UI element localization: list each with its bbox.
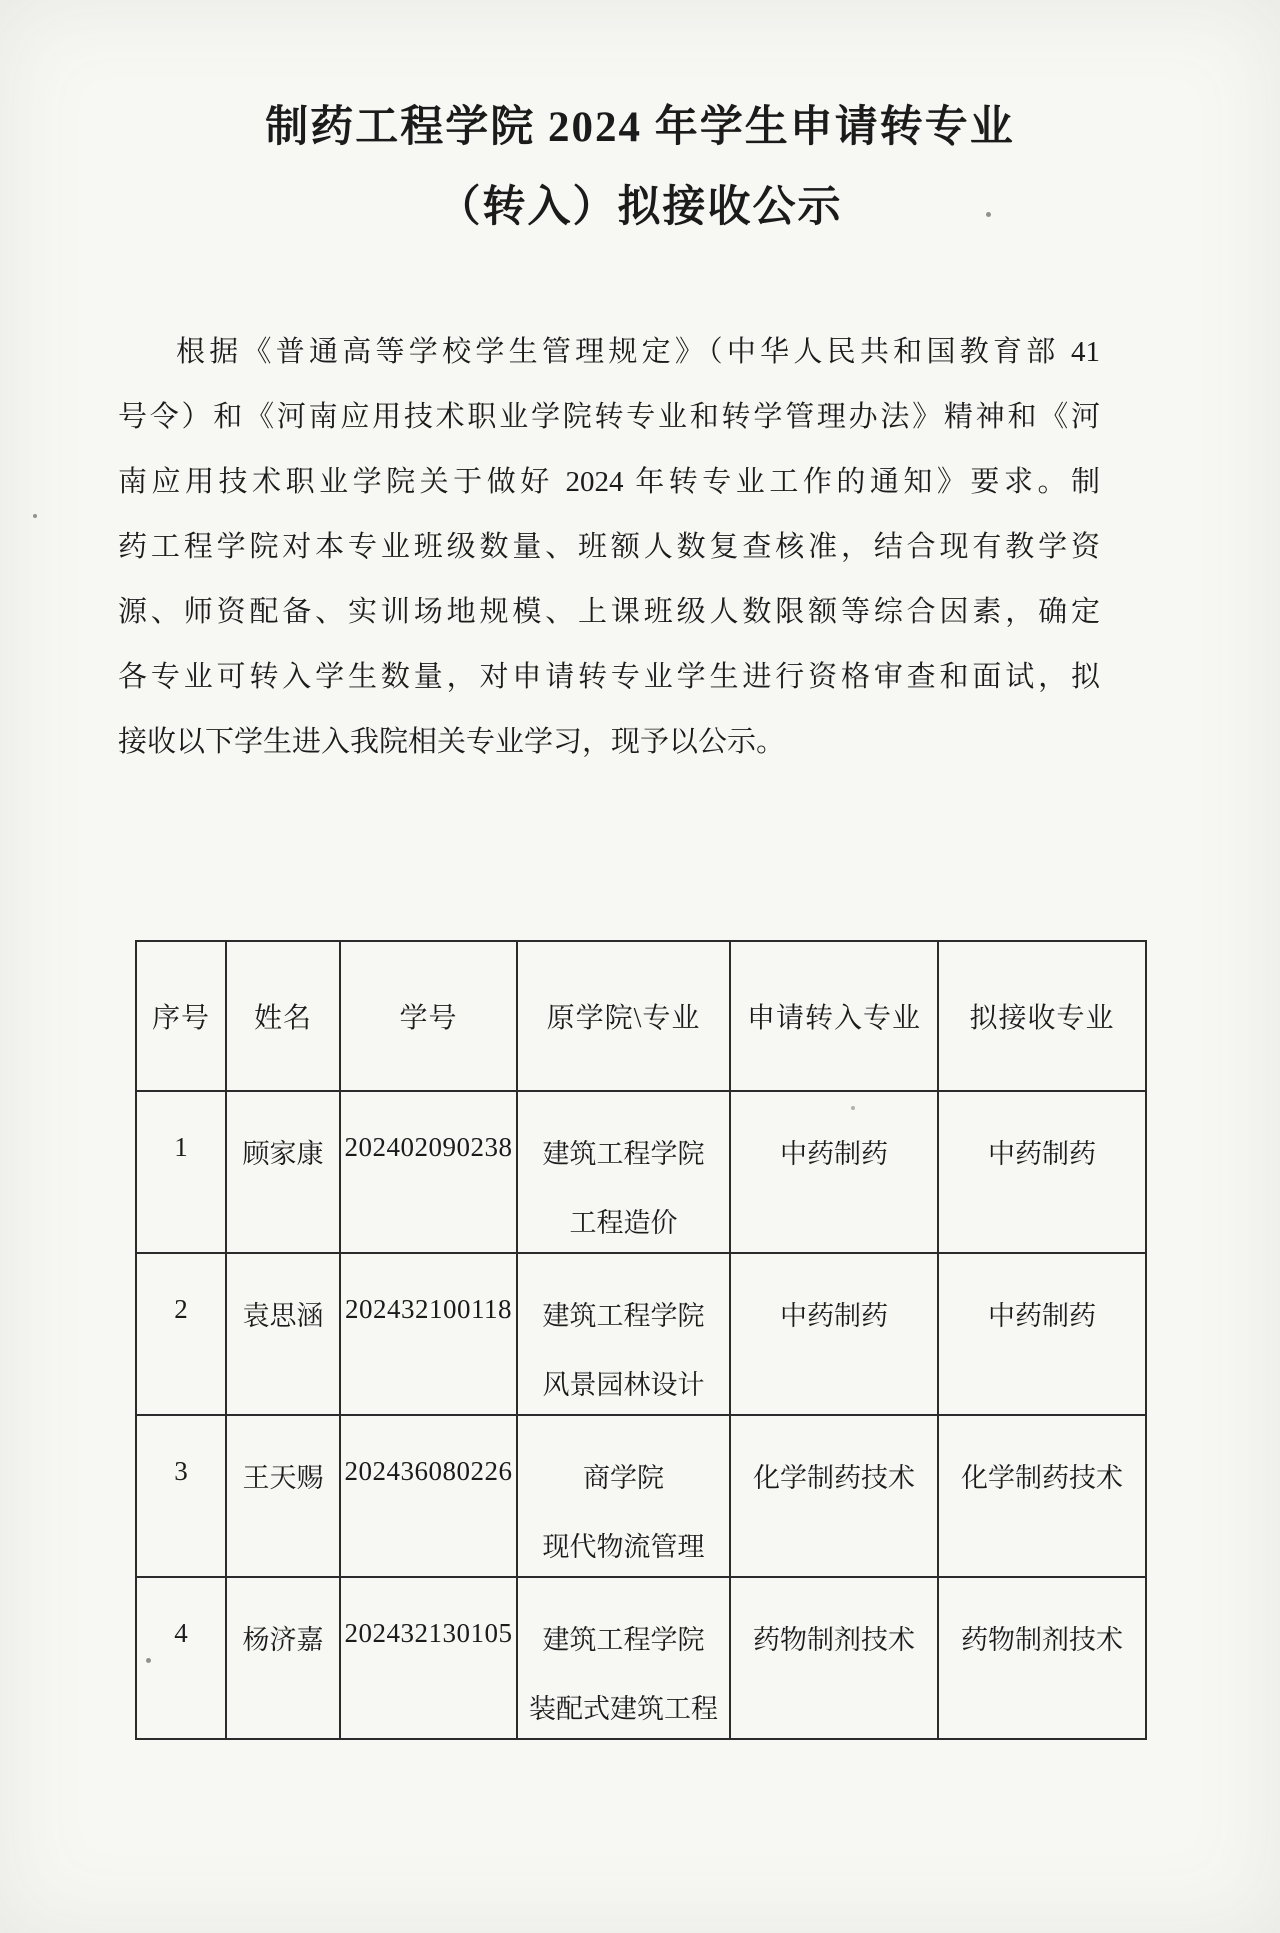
origin-major: 风景园林设计 <box>542 1370 705 1400</box>
origin-college: 建筑工程学院 <box>542 1625 705 1655</box>
title-line-2: （转入）拟接收公示 <box>437 184 843 231</box>
row-number-cell: 4 <box>136 1577 226 1739</box>
origin-college-major-cell <box>517 1415 730 1577</box>
origin-college: 建筑工程学院 <box>542 1139 705 1169</box>
student-name-cell: 顾家康 <box>226 1091 340 1253</box>
row-number-cell: 1 <box>136 1091 226 1253</box>
title-line-1: 制药工程学院 2024 年学生申请转专业 <box>265 104 1015 151</box>
header-student-id: 学号 <box>340 941 517 1091</box>
origin-major: 工程造价 <box>569 1208 678 1238</box>
scan-artifact-dot <box>146 1658 151 1663</box>
apply-major-cell: 中药制药 <box>730 1253 938 1415</box>
body-line: 号令）和《河南应用技术职业学院转专业和转学管理办法》精神和《河 <box>118 401 1100 433</box>
table-row <box>136 1091 1146 1253</box>
body-line: 药工程学院对本专业班级数量、班额人数复查核准，结合现有教学资 <box>118 531 1100 563</box>
origin-college: 商学院 <box>583 1463 664 1493</box>
header-no: 序号 <box>136 941 226 1091</box>
apply-major-cell: 中药制药 <box>730 1091 938 1253</box>
body-line: 南应用技术职业学院关于做好 2024 年转专业工作的通知》要求。制 <box>118 466 1100 498</box>
body-line: 各专业可转入学生数量，对申请转专业学生进行资格审查和面试，拟 <box>118 661 1100 693</box>
student-name-cell: 王天赐 <box>226 1415 340 1577</box>
accept-major-cell: 化学制药技术 <box>938 1415 1146 1577</box>
body-line: 接收以下学生进入我院相关专业学习，现予以公示。 <box>118 726 786 758</box>
student-id-cell: 202402090238 <box>340 1091 517 1253</box>
origin-major: 装配式建筑工程 <box>529 1694 718 1724</box>
table-row <box>136 1415 1146 1577</box>
header-name: 姓名 <box>226 941 340 1091</box>
student-id-cell: 202432100118 <box>340 1253 517 1415</box>
student-name-cell: 杨济嘉 <box>226 1577 340 1739</box>
origin-college-major-cell <box>517 1253 730 1415</box>
accept-major-cell: 药物制剂技术 <box>938 1577 1146 1739</box>
body-line: 源、师资配备、实训场地规模、上课班级人数限额等综合因素，确定 <box>118 596 1100 628</box>
scan-artifact-dot <box>986 212 991 217</box>
origin-college: 建筑工程学院 <box>542 1301 705 1331</box>
body-line: 根据《普通高等学校学生管理规定》（中华人民共和国教育部 41 <box>176 336 1100 368</box>
row-number-cell: 2 <box>136 1253 226 1415</box>
header-accept-major: 拟接收专业 <box>938 941 1146 1091</box>
table-header <box>136 941 1146 1091</box>
table-row <box>136 1253 1146 1415</box>
header-apply-major: 申请转入专业 <box>730 941 938 1091</box>
origin-college-major-cell <box>517 1577 730 1739</box>
student-id-cell: 202436080226 <box>340 1415 517 1577</box>
header-origin: 原学院\专业 <box>517 941 730 1091</box>
apply-major-cell: 药物制剂技术 <box>730 1577 938 1739</box>
table-row <box>136 1577 1146 1739</box>
transfer-students-table <box>135 940 1147 1740</box>
apply-major-cell: 化学制药技术 <box>730 1415 938 1577</box>
scan-artifact-dot <box>851 1106 855 1110</box>
table-header-row <box>136 941 1146 1091</box>
scan-artifact-dot <box>33 514 37 518</box>
accept-major-cell: 中药制药 <box>938 1253 1146 1415</box>
body-paragraph <box>118 320 1100 775</box>
origin-college-major-cell <box>517 1091 730 1253</box>
document-title <box>0 0 1280 248</box>
student-id-cell: 202432130105 <box>340 1577 517 1739</box>
student-name-cell: 袁思涵 <box>226 1253 340 1415</box>
accept-major-cell: 中药制药 <box>938 1091 1146 1253</box>
row-number-cell: 3 <box>136 1415 226 1577</box>
origin-major: 现代物流管理 <box>542 1532 705 1562</box>
table-body <box>136 1091 1146 1739</box>
